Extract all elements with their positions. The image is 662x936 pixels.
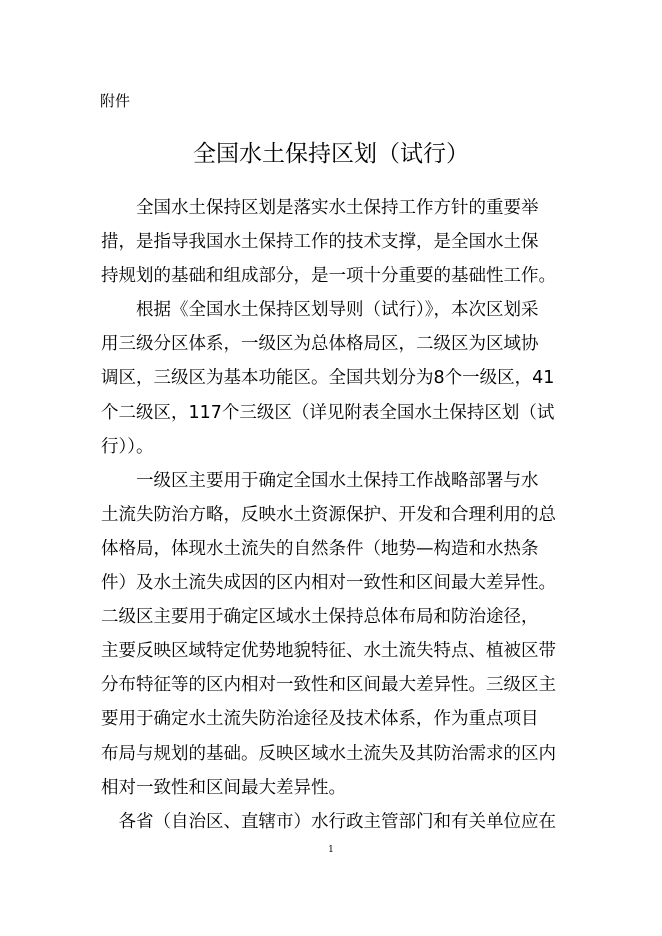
text-line: 持规划的基础和组成部分，是一项十分重要的基础性工作。 [101, 266, 556, 287]
document-body [101, 191, 563, 839]
text-line: 分布特征等的区内相对一致性和区间最大差异性。三级区主 [101, 675, 556, 696]
text-line: 用三级分区体系，一级区为总体格局区，二级区为区域协 [101, 334, 539, 355]
page-number: 1 [328, 845, 334, 855]
text-line: 全国水土保持区划是落实水土保持工作方针的重要举 [101, 198, 539, 218]
text-line: 个二级区，117个三级区（详见附表全国水土保持区划（试 [101, 402, 555, 423]
text-line: 相对一致性和区间最大差异性。 [101, 777, 346, 798]
text-line: 各省（自治区、直辖市）水行政主管部门和有关单位应在 [101, 811, 556, 832]
text-line: 布局与规划的基础。反映区域水土流失及其防治需求的区内 [101, 743, 556, 764]
text-line: 行））。 [101, 436, 154, 457]
text-line: 主要反映区域特定优势地貌特征、水土流失特点、植被区带 [101, 641, 556, 662]
text-line: 根据《全国水土保持区划导则（试行）》，本次区划采 [101, 300, 539, 321]
text-line: 土流失防治方略，反映水土资源保护、开发和合理利用的总 [101, 504, 556, 525]
text-line: 调区，三级区为基本功能区。全国共划分为8个一级区，41 [101, 368, 555, 389]
text-line: 件）及水土流失成因的区内相对一致性和区间最大差异性。 [101, 573, 556, 594]
document-title: 全国水土保持区划（试行） [193, 141, 469, 167]
text-line: 一级区主要用于确定全国水土保持工作战略部署与水 [101, 470, 539, 491]
text-line: 二级区主要用于确定区域水土保持总体布局和防治途径， [101, 607, 539, 628]
attachment-label: 附件 [100, 92, 131, 110]
text-line: 体格局，体现水土流失的自然条件（地势—构造和水热条 [101, 538, 539, 559]
text-line: 要用于确定水土流失防治途径及技术体系，作为重点项目 [101, 709, 539, 730]
text-line: 措，是指导我国水土保持工作的技术支撑，是全国水土保 [101, 232, 539, 253]
